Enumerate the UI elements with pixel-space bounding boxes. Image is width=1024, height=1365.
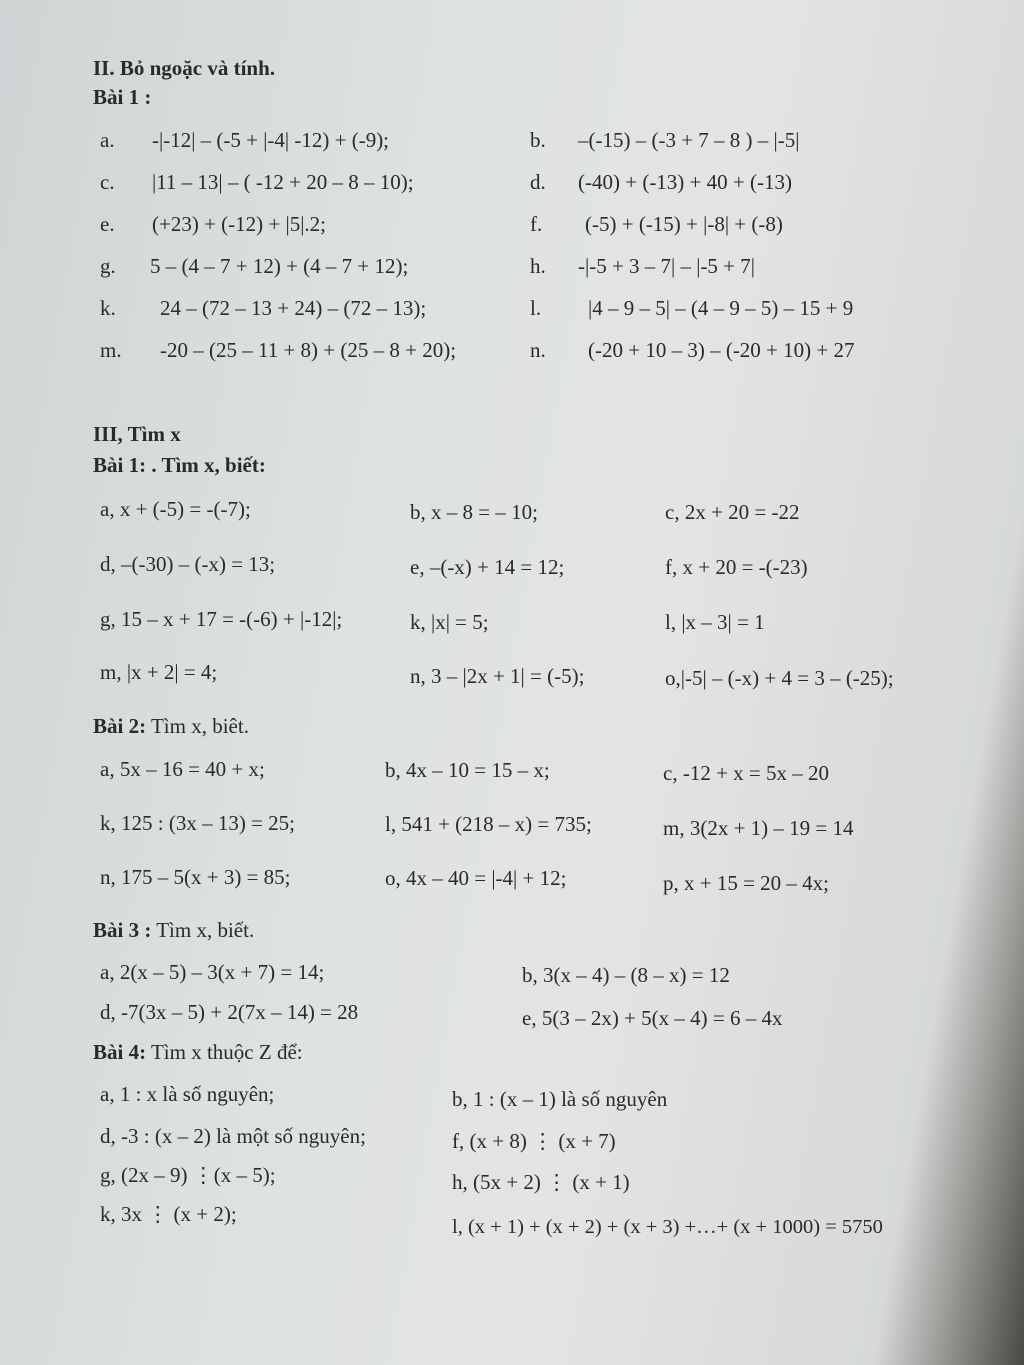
s2-label-a: a. [100, 128, 115, 152]
s2-label-g: g. [100, 254, 116, 278]
s3-bai1-item-f: f, x + 20 = -(-23) [665, 555, 808, 579]
s3-bai2-item-p: p, x + 15 = 20 – 4x; [663, 871, 830, 895]
s2-label-d: d. [530, 170, 546, 194]
section-2-title: II. Bỏ ngoặc và tính. [93, 56, 276, 80]
s3-bai1-item-o: o,|-5| – (-x) + 4 = 3 – (-25); [665, 666, 894, 690]
s2-expr-m: -20 – (25 – 11 + 8) + (25 – 8 + 20); [160, 338, 457, 362]
s2-expr-k: 24 – (72 – 13 + 24) – (72 – 13); [160, 296, 427, 320]
s3-bai1-item-a: a, x + (-5) = -(-7); [100, 497, 251, 521]
section-3-bai1-title: Bài 1: . Tìm x, biết: [93, 453, 266, 477]
s3-bai1-item-l: l, |x – 3| = 1 [665, 610, 765, 634]
section-3-title: III, Tìm x [93, 422, 181, 446]
s3-bai4-title-rest: Tìm x thuộc Z để: [146, 1040, 303, 1064]
s3-bai3-title-bold: Bài 3 : [93, 918, 152, 942]
s3-bai2-item-l: l, 541 + (218 – x) = 735; [385, 812, 592, 836]
s3-bai1-item-m: m, |x + 2| = 4; [100, 660, 218, 684]
s2-expr-n: (-20 + 10 – 3) – (-20 + 10) + 27 [588, 338, 855, 362]
s3-bai1-item-d: d, –(-30) – (-x) = 13; [100, 552, 276, 576]
s3-bai4-title [93, 1042, 303, 1063]
s2-label-l: l. [530, 296, 542, 320]
s2-expr-d: (-40) + (-13) + 40 + (-13) [578, 170, 792, 194]
s2-label-h: h. [530, 254, 546, 278]
s3-bai3-item-d: d, -7(3x – 5) + 2(7x – 14) = 28 [100, 1000, 359, 1024]
s3-bai3-item-e: e, 5(3 – 2x) + 5(x – 4) = 6 – 4x [522, 1006, 783, 1030]
s3-bai2-item-b: b, 4x – 10 = 15 – x; [385, 758, 550, 782]
s3-bai2-title-bold: Bài 2: [93, 714, 147, 738]
s3-bai1-item-e: e, –(-x) + 14 = 12; [410, 555, 565, 579]
s3-bai1-item-n: n, 3 – |2x + 1| = (-5); [410, 664, 585, 688]
s3-bai1-item-g: g, 15 – x + 17 = -(-6) + |-12|; [100, 607, 343, 631]
s3-bai2-item-a: a, 5x – 16 = 40 + x; [100, 757, 265, 781]
s2-expr-b: –(-15) – (-3 + 7 – 8 ) – |-5| [578, 128, 800, 152]
s3-bai2-item-n: n, 175 – 5(x + 3) = 85; [100, 865, 291, 889]
s3-bai2-item-o: o, 4x – 40 = |-4| + 12; [385, 866, 567, 890]
s2-expr-f: (-5) + (-15) + |-8| + (-8) [585, 212, 783, 236]
s3-bai2-item-c: c, -12 + x = 5x – 20 [663, 761, 830, 785]
s2-label-m: m. [100, 338, 122, 362]
s2-label-c: c. [100, 170, 115, 194]
s3-bai3-item-b: b, 3(x – 4) – (8 – x) = 12 [522, 963, 730, 987]
s3-bai4-item-h: h, (5x + 2) ⋮ (x + 1) [452, 1170, 630, 1194]
s2-expr-c: |11 – 13| – ( -12 + 20 – 8 – 10); [152, 170, 414, 194]
s3-bai1-item-c: c, 2x + 20 = -22 [665, 500, 800, 524]
s3-bai2-title [93, 716, 249, 737]
s2-expr-e: (+23) + (-12) + |5|.2; [152, 212, 326, 236]
s2-expr-a: -|-12| – (-5 + |-4| -12) + (-9); [152, 128, 390, 152]
s3-bai4-item-d: d, -3 : (x – 2) là một số nguyên; [100, 1124, 366, 1148]
section-2-bai1-title: Bài 1 : [93, 85, 152, 109]
s3-bai3-title-rest: Tìm x, biết. [151, 918, 255, 942]
s3-bai1-item-b: b, x – 8 = – 10; [410, 500, 538, 524]
s3-bai2-item-m: m, 3(2x + 1) – 19 = 14 [663, 816, 854, 840]
s3-bai4-item-f: f, (x + 8) ⋮ (x + 7) [452, 1129, 616, 1153]
s3-bai3-title [93, 920, 254, 941]
s2-expr-g: 5 – (4 – 7 + 12) + (4 – 7 + 12); [150, 254, 409, 278]
s2-label-n: n. [530, 338, 546, 362]
s2-expr-l: |4 – 9 – 5| – (4 – 9 – 5) – 15 + 9 [588, 296, 854, 320]
s3-bai4-item-a: a, 1 : x là số nguyên; [100, 1082, 275, 1106]
s2-label-f: f. [530, 212, 543, 236]
s3-bai4-title-bold: Bài 4: [93, 1040, 147, 1064]
s3-bai2-item-k: k, 125 : (3x – 13) = 25; [100, 811, 295, 835]
s2-label-k: k. [100, 296, 116, 320]
s3-bai4-item-b: b, 1 : (x – 1) là số nguyên [452, 1087, 668, 1111]
s3-bai1-item-k: k, |x| = 5; [410, 610, 489, 634]
s3-bai2-title-rest: Tìm x, biêt. [146, 714, 249, 738]
s3-bai4-item-l: l, (x + 1) + (x + 2) + (x + 3) +…+ (x + 1000) = 5750 [452, 1216, 883, 1238]
s3-bai3-item-a: a, 2(x – 5) – 3(x + 7) = 14; [100, 960, 325, 984]
s2-label-b: b. [530, 128, 546, 152]
s2-expr-h: -|-5 + 3 – 7| – |-5 + 7| [578, 254, 755, 278]
s3-bai4-item-k: k, 3x ⋮ (x + 2); [100, 1202, 237, 1226]
s3-bai4-item-g: g, (2x – 9) ⋮(x – 5); [100, 1163, 276, 1187]
s2-label-e: e. [100, 212, 115, 236]
